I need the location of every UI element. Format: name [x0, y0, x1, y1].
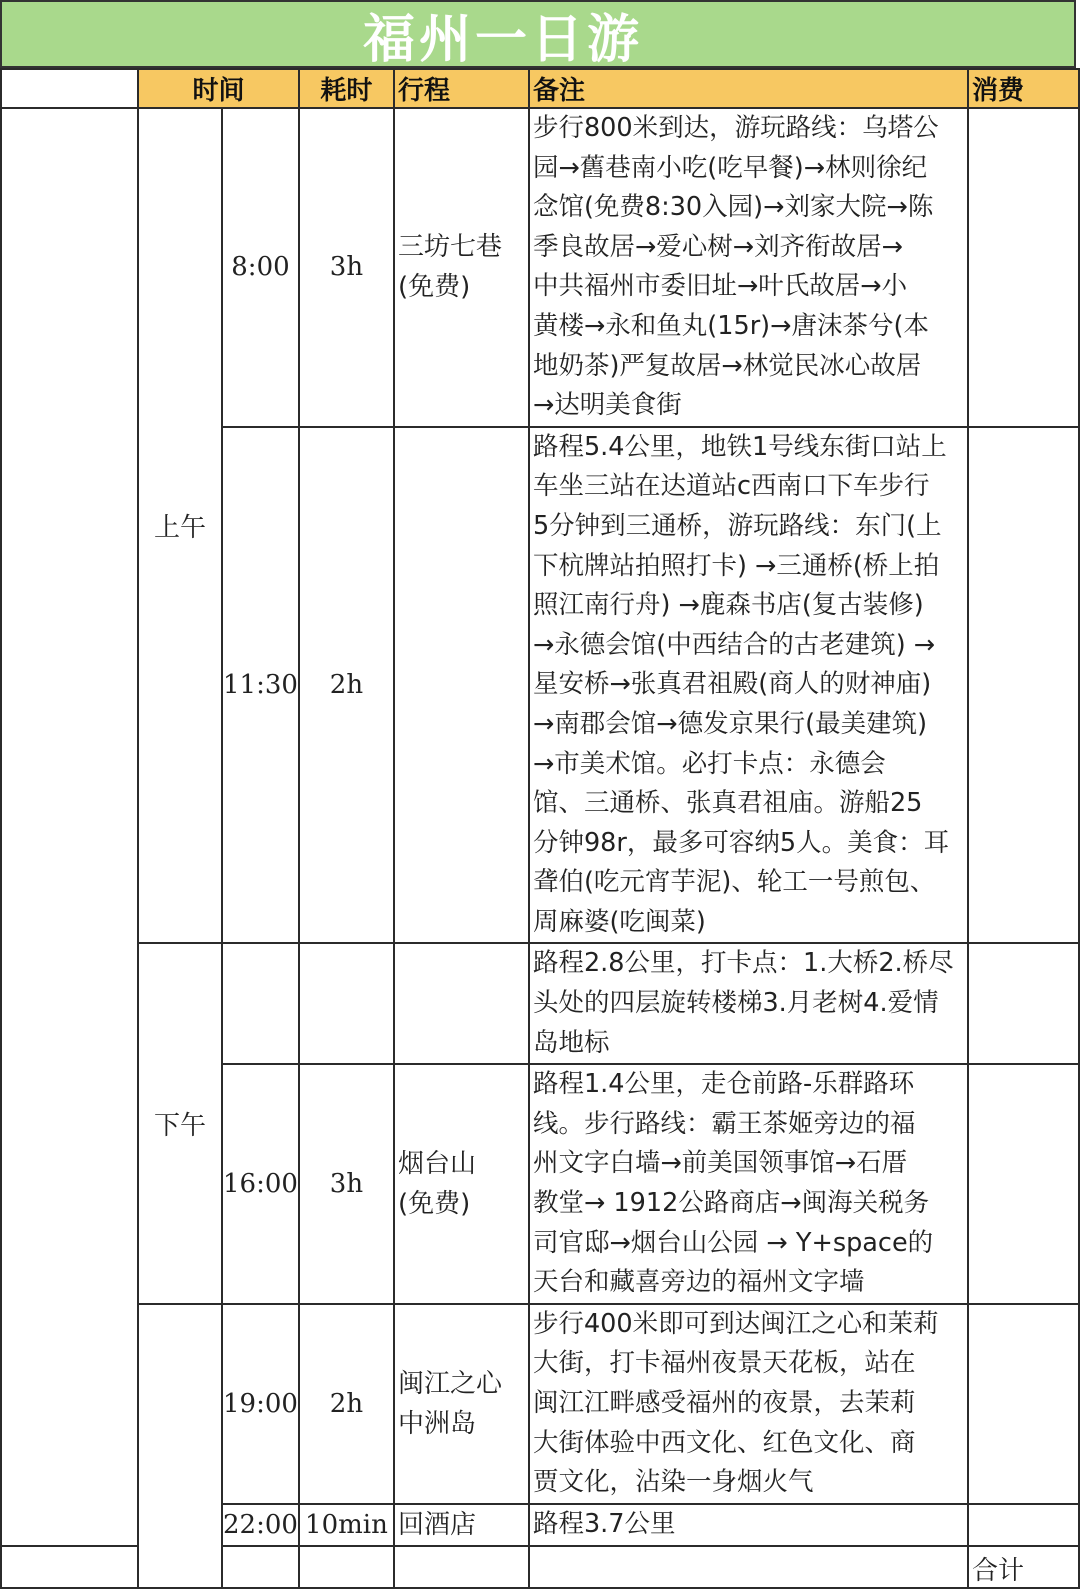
- time-cell: 11:30: [222, 427, 299, 944]
- period-afternoon: 下午: [138, 943, 222, 1303]
- notes-cell: 路程1.4公里，走仓前路-乐群路环 线。步行路线：霸王茶姬旁边的福 州文字白墙→前美国领事馆→石厝 教堂→ 1912公路商店→闽海关税务 司官邸→烟台山公园 → Y+space的 天台和藏喜旁边的福州文字墙: [529, 1064, 968, 1304]
- cost-cell: [968, 1064, 1079, 1304]
- header-cost: 消费: [968, 69, 1079, 108]
- duration-cell: 2h: [299, 427, 394, 944]
- cost-cell: [968, 1504, 1079, 1546]
- time-cell: 16:00: [222, 1064, 299, 1304]
- table-row: [1, 1304, 1079, 1504]
- empty-cell: [222, 1546, 299, 1588]
- cost-cell: [968, 108, 1079, 427]
- table-row: [1, 943, 1079, 1064]
- empty-cell: [529, 1546, 968, 1588]
- empty-cell: [299, 1546, 394, 1588]
- header-duration: 耗时: [299, 69, 394, 108]
- itinerary-table: [0, 68, 1080, 1589]
- empty-cell: [1, 1546, 138, 1588]
- title-bar: [0, 0, 1076, 68]
- cost-cell: [968, 1304, 1079, 1504]
- duration-cell: 3h: [299, 1064, 394, 1304]
- period-evening: [138, 1304, 222, 1588]
- route-cell: 回酒店: [394, 1504, 529, 1546]
- header-notes: 备注: [529, 69, 968, 108]
- notes-cell: 路程5.4公里，地铁1号线东街口站上 车坐三站在达道站c西南口下车步行 5分钟到三通桥，游玩路线：东门(上 下杭牌站拍照打卡) →三通桥(桥上拍 照江南行舟) →鹿森书店(复古装修) →永德会馆(中西结合的古老建筑) → 星安桥→张真君祖殿(商人的财神庙) →南郡会馆→德发京果行(最美建筑) →市美术馆。必打卡点：永德会 馆、三通桥、张真君祖庙。游船25 分钟98r，最多可容纳5人。美食：耳 聋伯(吃元宵芋泥)、轮工一号煎包、 周麻婆(吃闽菜): [529, 427, 968, 944]
- route-cell: [394, 427, 529, 944]
- notes-cell: 步行400米即可到达闽江之心和茉莉 大街，打卡福州夜景天花板，站在 闽江江畔感受福州的夜景，去茉莉 大街体验中西文化、红色文化、商 贾文化，沾染一身烟火气: [529, 1304, 968, 1504]
- cost-cell: [968, 943, 1079, 1064]
- route-cell: 闽江之心 中洲岛: [394, 1304, 529, 1504]
- notes-cell: 步行800米到达，游玩路线：乌塔公 园→舊巷南小吃(吃早餐)→林则徐纪 念馆(免费8:30入园)→刘家大院→陈 季良故居→爱心树→刘齐衔故居→ 中共福州市委旧址→叶氏故居→小 黄楼→永和鱼丸(15r)→唐沫茶兮(本 地奶茶)严复故居→林觉民冰心故居 →达明美食街: [529, 108, 968, 427]
- blank-header-cell: [1, 69, 138, 108]
- route-cell: 烟台山 (免费): [394, 1064, 529, 1304]
- notes-cell: 路程3.7公里: [529, 1504, 968, 1546]
- sheet-title: 福州一日游: [362, 9, 643, 70]
- route-cell: [394, 943, 529, 1064]
- time-cell: 22:00: [222, 1504, 299, 1546]
- time-cell: [222, 943, 299, 1064]
- empty-cell: [394, 1546, 529, 1588]
- route-cell: 三坊七巷 (免费): [394, 108, 529, 427]
- table-row: [1, 108, 1079, 427]
- header-route: 行程: [394, 69, 529, 108]
- header-row: [1, 69, 1079, 108]
- duration-cell: 2h: [299, 1304, 394, 1504]
- duration-cell: 3h: [299, 108, 394, 427]
- time-cell: 8:00: [222, 108, 299, 427]
- total-label: 合计: [968, 1546, 1079, 1588]
- header-time: 时间: [138, 69, 299, 108]
- left-margin-cell: [1, 108, 138, 1546]
- duration-cell: [299, 943, 394, 1064]
- cost-cell: [968, 427, 1079, 944]
- notes-cell: 路程2.8公里，打卡点：1.大桥2.桥尽 头处的四层旋转楼梯3.月老树4.爱情 岛地标: [529, 943, 968, 1064]
- time-cell: 19:00: [222, 1304, 299, 1504]
- duration-cell: 10min: [299, 1504, 394, 1546]
- period-morning: 上午: [138, 108, 222, 943]
